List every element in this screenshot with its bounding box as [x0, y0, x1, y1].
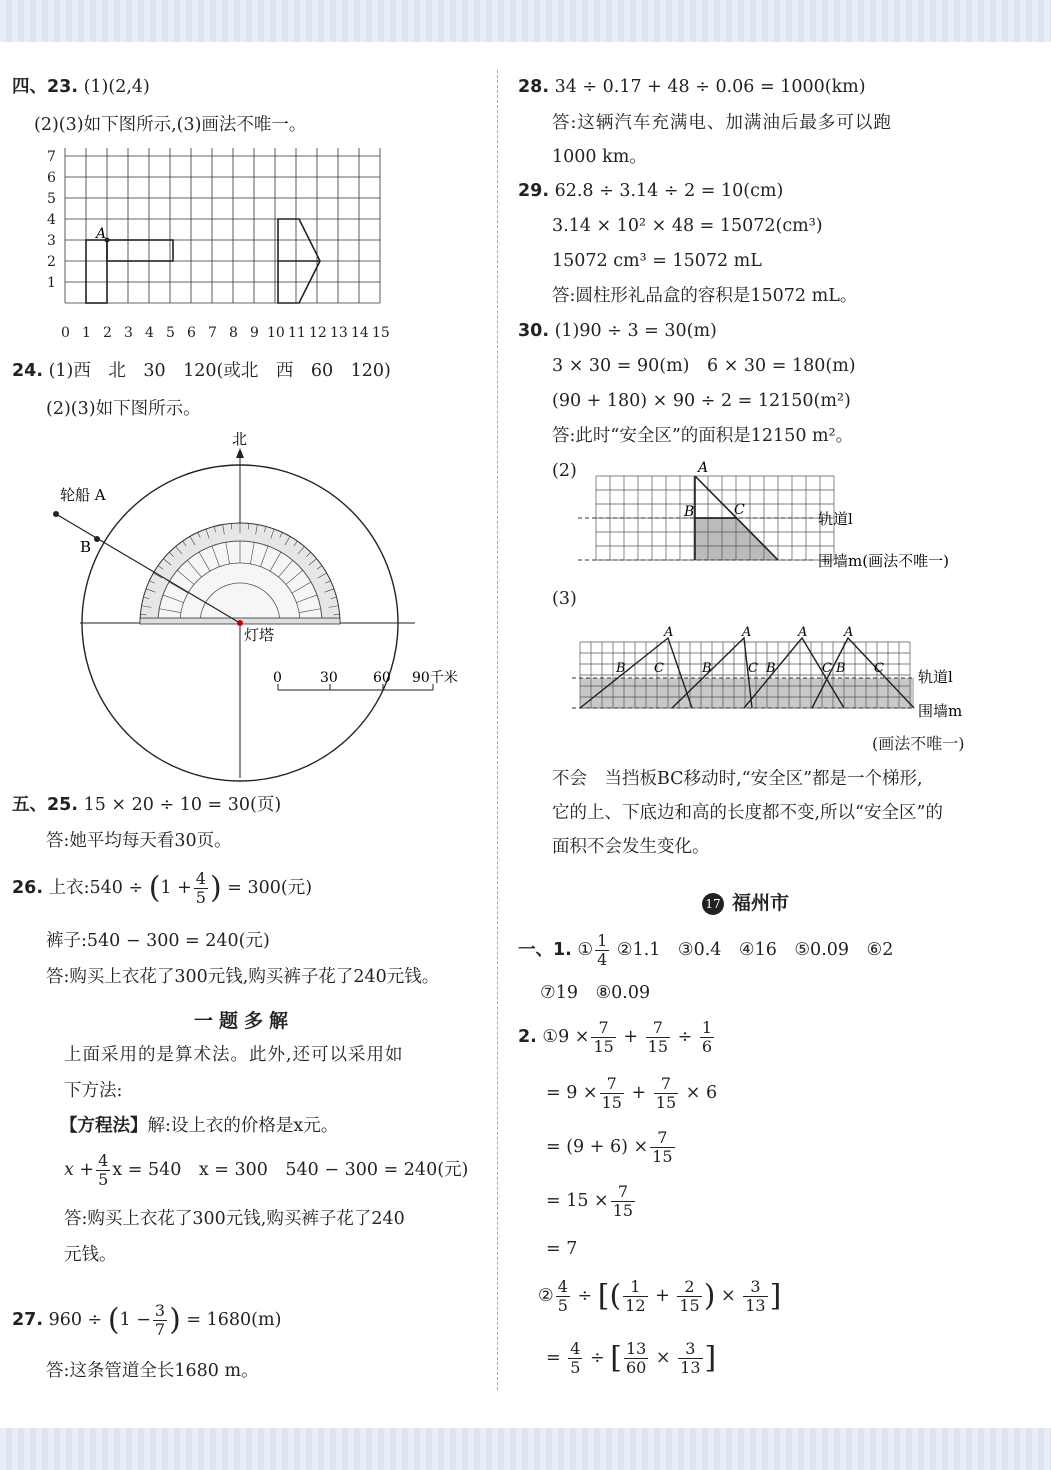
s2-line-2: [546, 1070, 717, 1116]
s2-line-1: [518, 1014, 716, 1060]
scale-label-30: 30: [320, 670, 338, 686]
frac-7-15: [646, 1019, 670, 1056]
b-1: B: [616, 661, 626, 676]
q26-line: [12, 862, 312, 914]
fraction-numerator: 3: [678, 1340, 702, 1359]
q26-label: 26.: [12, 878, 44, 898]
ship-a-dot: [53, 511, 59, 517]
frac-7-15: [654, 1075, 678, 1112]
fraction-numerator: 7: [611, 1183, 635, 1202]
moving-baffle-grid: [572, 620, 992, 732]
q28-label: 28.: [518, 77, 550, 97]
q29-answer: 答:圆柱形礼品盒的容积是15072 mL。: [552, 286, 858, 306]
multi-method-title: 一题多解: [194, 1010, 295, 1032]
q28-answer-2: 1000 km。: [552, 147, 647, 167]
plus-sign: +: [655, 1286, 670, 1306]
s2-part2-line-2: [546, 1334, 716, 1382]
fraction-numerator: 1: [623, 1278, 647, 1297]
triangle-4-a: A: [844, 625, 854, 640]
x-tick-label: 4: [145, 325, 154, 341]
method-answer-1: 答:购买上衣花了300元钱,购买裤子花了240: [64, 1209, 405, 1229]
point-a-label: A: [698, 460, 709, 476]
frac-1-6: [700, 1019, 714, 1056]
q30-eq1: (1)90 ÷ 3 = 30(m): [554, 321, 717, 341]
times-sign: ×: [655, 1348, 671, 1368]
q27-answer: 答:这条管道全长1680 m。: [46, 1361, 259, 1381]
triangle-3-a: A: [798, 625, 808, 640]
fraction-numerator: 4: [570, 1339, 581, 1358]
fraction-numerator: 2: [677, 1278, 701, 1297]
trapezoid-fill: [695, 518, 778, 560]
div-sign: ÷: [677, 1027, 693, 1047]
x-tick-label: 8: [229, 325, 238, 341]
c-2: C: [748, 661, 758, 676]
frac-2-15: [677, 1278, 701, 1315]
q24-note: (2)(3)如下图所示。: [46, 399, 201, 419]
part2-label: (2): [552, 461, 577, 481]
paren-close: ): [169, 1302, 181, 1338]
fraction-denominator: 15: [612, 1201, 634, 1220]
fraction-numerator: 7: [646, 1019, 670, 1038]
fraction-denominator: 7: [154, 1320, 166, 1339]
fraction-denominator: 5: [570, 1358, 581, 1377]
x-tick-label: 12: [309, 325, 327, 341]
q28-line: [518, 76, 866, 98]
fraction-numerator: 1: [701, 1018, 713, 1037]
shape-vertical-rect: [86, 240, 107, 303]
frac-4-5: [568, 1340, 582, 1377]
conclusion-2: 它的上、下底边和高的长度都不变,所以“安全区”的: [552, 803, 943, 823]
y-tick-label: 2: [47, 254, 56, 270]
q23-label: 四、23.: [12, 77, 79, 97]
fraction-numerator: 3: [743, 1278, 767, 1297]
q25-label: 五、25.: [12, 795, 79, 815]
s2-l2-a: = 9 ×: [546, 1083, 598, 1103]
track-label: 轨道l: [918, 668, 953, 686]
q24-label: 24.: [12, 361, 44, 381]
b-3: B: [766, 661, 776, 676]
method-answer-2: 元钱。: [64, 1245, 117, 1265]
frac-4-5: [556, 1278, 570, 1315]
y-tick-label: 5: [47, 191, 56, 207]
fraction-numerator: 1: [597, 931, 608, 950]
q28-answer-1: 答:这辆汽车充满电、加满油后最多可以跑: [552, 113, 892, 133]
q25-equation: 15 × 20 ÷ 10 = 30(页): [83, 795, 282, 815]
method-equation: [64, 1148, 468, 1192]
s2-line-4: [546, 1178, 637, 1224]
conclusion-3: 面积不会发生变化。: [552, 837, 710, 857]
fraction-denominator: 15: [601, 1093, 622, 1112]
y-tick-label: 3: [47, 233, 56, 249]
point-a-label: A: [96, 226, 107, 242]
s1-first: ①: [577, 940, 594, 960]
bracket-close: ]: [769, 1278, 782, 1314]
c-4: C: [874, 661, 884, 676]
frac-3-13: [678, 1340, 702, 1377]
x-tick-label: 15: [372, 325, 390, 341]
frac-3-13: [743, 1278, 767, 1315]
q30-label: 30.: [518, 321, 550, 341]
s2-line-5: = 7: [546, 1239, 578, 1259]
s1-line-2: ⑦19 ⑧0.09: [540, 983, 651, 1003]
lighthouse-dot: [237, 620, 243, 626]
plus-sign: +: [623, 1027, 639, 1047]
triangle-2-a: A: [742, 625, 752, 640]
fraction-denominator: 5: [195, 888, 206, 907]
frac-7-15: [591, 1019, 615, 1056]
bracket-open: [: [610, 1340, 622, 1376]
fraction-denominator: 15: [647, 1037, 669, 1056]
q23-note: (2)(3)如下图所示,(3)画法不唯一。: [34, 115, 307, 135]
q27-inner: 1 −: [119, 1310, 151, 1330]
north-arrow-icon: [236, 448, 244, 458]
s1-rest: ②1.1 ③0.4 ④16 ⑤0.09 ⑥2: [616, 940, 894, 960]
x-tick-label: 1: [82, 325, 91, 341]
fraction-numerator: 13: [625, 1339, 647, 1358]
fraction-denominator: 13: [680, 1358, 701, 1377]
s2-l1-a: ①9 ×: [542, 1027, 590, 1047]
plus-sign: +: [631, 1083, 647, 1103]
y-tick-label: 1: [47, 275, 56, 291]
shape-horizontal-rect: [107, 240, 173, 261]
frac-7-15: [650, 1129, 674, 1166]
c-3: C: [822, 661, 832, 676]
paren-close: ): [209, 870, 222, 906]
q26-answer: 答:购买上衣花了300元钱,购买裤子花了240元钱。: [46, 967, 440, 987]
b-2: B: [702, 661, 712, 676]
conclusion-1: 不会 当挡板BC移动时,“安全区”都是一个梯形,: [552, 769, 923, 789]
equals-sign: =: [546, 1348, 561, 1368]
method-text: 解:设上衣的价格是x元。: [147, 1116, 339, 1136]
fraction-denominator: 12: [625, 1296, 646, 1315]
north-label: 北: [232, 430, 248, 448]
bracket-open: [: [597, 1278, 610, 1314]
x-tick-label: 2: [103, 325, 112, 341]
compass-diagram: [40, 428, 490, 788]
not-unique-note: (画法不唯一): [872, 734, 965, 753]
q27-result: = 1680(m): [186, 1310, 282, 1330]
q29-eq3: 15072 cm³ = 15072 mL: [552, 251, 762, 271]
fraction-numerator: 7: [654, 1075, 678, 1094]
q30-line: [518, 320, 717, 342]
x-tick-label: 10: [267, 325, 285, 341]
q26-prefix: 上衣:540 ÷: [48, 878, 144, 898]
s2-part2-line-1: [538, 1272, 781, 1320]
fraction-numerator: 7: [650, 1129, 674, 1148]
fraction-numerator: 4: [195, 869, 206, 888]
fraction-numerator: 4: [557, 1277, 568, 1296]
bracket-close: ]: [704, 1340, 717, 1376]
wall-label: 围墙m: [918, 702, 963, 720]
point-b-label: B: [80, 538, 92, 556]
y-tick-label: 6: [47, 170, 56, 186]
q23-line: [12, 76, 150, 98]
q26-result: = 300(元): [227, 878, 313, 898]
city-number-badge: 17: [702, 893, 724, 915]
x-tick-label: 11: [288, 325, 306, 341]
x-tick-label: 14: [351, 325, 369, 341]
fraction-denominator: 5: [98, 1170, 109, 1189]
lighthouse-label: 灯塔: [244, 626, 275, 644]
coordinate-grid: [40, 148, 400, 348]
scale-label-0: 0: [273, 670, 282, 686]
q26-pants: 裤子:540 − 300 = 240(元): [46, 931, 270, 951]
x-tick-label: 6: [187, 325, 196, 341]
x-tick-label: 9: [250, 325, 259, 341]
s2-label: 2.: [518, 1027, 537, 1047]
q27-label: 27.: [12, 1310, 44, 1330]
q27-fraction: [153, 1302, 167, 1339]
fraction-denominator: 15: [593, 1037, 614, 1056]
fraction-numerator: 7: [600, 1075, 624, 1094]
point-c-label: C: [734, 502, 745, 518]
safety-zone-grid: [578, 458, 998, 576]
point-b-label: B: [684, 504, 695, 520]
p2-a: ②: [538, 1286, 554, 1306]
s2-line-3: [546, 1124, 677, 1170]
method-tag: 【方程法】: [60, 1116, 148, 1136]
fraction-denominator: 6: [701, 1037, 713, 1056]
s2-l4-a: = 15 ×: [546, 1191, 609, 1211]
paren-open: (: [609, 1278, 622, 1314]
q29-eq1: 62.8 ÷ 3.14 ÷ 2 = 10(cm): [554, 181, 784, 201]
q23-answer: (1)(2,4): [83, 77, 150, 97]
frac-1-12: [623, 1278, 647, 1315]
frac-7-15: [600, 1075, 624, 1112]
div-sign: ÷: [590, 1348, 605, 1368]
fraction-denominator: 60: [625, 1358, 647, 1377]
x-tick-label: 3: [124, 325, 133, 341]
frac-7-15: [611, 1183, 635, 1220]
times-6: × 6: [685, 1083, 718, 1103]
s1-line: [518, 928, 893, 972]
frac-13-60: [624, 1340, 648, 1377]
q25-answer: 答:她平均每天看30页。: [46, 831, 232, 851]
q30-eq3: (90 + 180) × 90 ÷ 2 = 12150(m²): [552, 391, 851, 411]
method-line: [60, 1115, 338, 1137]
x-tick-label: 5: [166, 325, 175, 341]
q26-inner: 1 +: [160, 878, 192, 898]
q30-answer: 答:此时“安全区”的面积是12150 m²。: [552, 426, 854, 446]
q27-line: [12, 1294, 281, 1346]
column-divider: [497, 70, 498, 1390]
q29-label: 29.: [518, 181, 550, 201]
paren-open: (: [107, 1302, 120, 1338]
c-1: C: [654, 661, 664, 676]
paren-open: (: [148, 870, 161, 906]
x-tick-label: 0: [61, 325, 70, 341]
fraction-denominator: 15: [652, 1147, 673, 1166]
scale-label-60: 60: [373, 670, 391, 686]
wall-label: 围墙m(画法不唯一): [818, 552, 949, 570]
q29-line: [518, 180, 783, 202]
multi-line-2: 下方法:: [64, 1081, 123, 1101]
eq-fraction: [96, 1152, 110, 1189]
times-sign: ×: [721, 1286, 736, 1306]
eq-x: x +: [64, 1160, 95, 1180]
city-name: 福州市: [732, 892, 790, 914]
bottom-decorative-band: [0, 1428, 1051, 1470]
q24-answer: (1)西 北 30 120(或北 西 60 120): [48, 361, 391, 381]
scale-label-90: 90千米: [412, 670, 458, 686]
fraction-denominator: 15: [679, 1296, 700, 1315]
fraction-denominator: 13: [745, 1296, 766, 1315]
x-tick-label: 13: [330, 325, 348, 341]
s1-fraction: [595, 932, 609, 969]
triangle-1-a: A: [664, 625, 674, 640]
track-label: 轨道l: [818, 510, 853, 528]
q27-prefix: 960 ÷: [48, 1310, 103, 1330]
b-4: B: [836, 661, 846, 676]
fraction-denominator: 5: [557, 1296, 568, 1315]
q24-line: [12, 360, 391, 382]
top-decorative-band: [0, 0, 1051, 42]
y-tick-label: 7: [47, 149, 56, 165]
div-sign: ÷: [577, 1286, 593, 1306]
fraction-numerator: 7: [591, 1019, 615, 1038]
fraction-denominator: 4: [597, 950, 608, 969]
multi-line-1: 上面采用的是算术法。此外,还可以采用如: [64, 1045, 404, 1065]
s2-l3-a: = (9 + 6) ×: [546, 1137, 649, 1157]
paren-close: ): [703, 1278, 716, 1314]
q30-eq2: 3 × 30 = 90(m) 6 × 30 = 180(m): [552, 356, 856, 376]
fraction-denominator: 15: [655, 1093, 677, 1112]
q28-equation: 34 ÷ 0.17 + 48 ÷ 0.06 = 1000(km): [554, 77, 866, 97]
fraction-numerator: 4: [98, 1151, 109, 1170]
point-b-dot: [94, 536, 100, 542]
s1-label: 一、1.: [518, 940, 572, 960]
q26-fraction: [194, 870, 208, 907]
x-tick-label: 7: [208, 325, 217, 341]
q29-eq2: 3.14 × 10² × 48 = 15072(cm³): [552, 216, 823, 236]
eq-rest: x = 540 x = 300 540 − 300 = 240(元): [112, 1160, 469, 1180]
ship-label: 轮船 A: [60, 486, 106, 504]
grid-lines: [65, 148, 380, 303]
city-heading: [702, 890, 789, 916]
y-tick-label: 4: [47, 212, 56, 228]
q25-line: [12, 794, 281, 816]
part3-label: (3): [552, 589, 577, 609]
fraction-numerator: 3: [154, 1301, 166, 1320]
